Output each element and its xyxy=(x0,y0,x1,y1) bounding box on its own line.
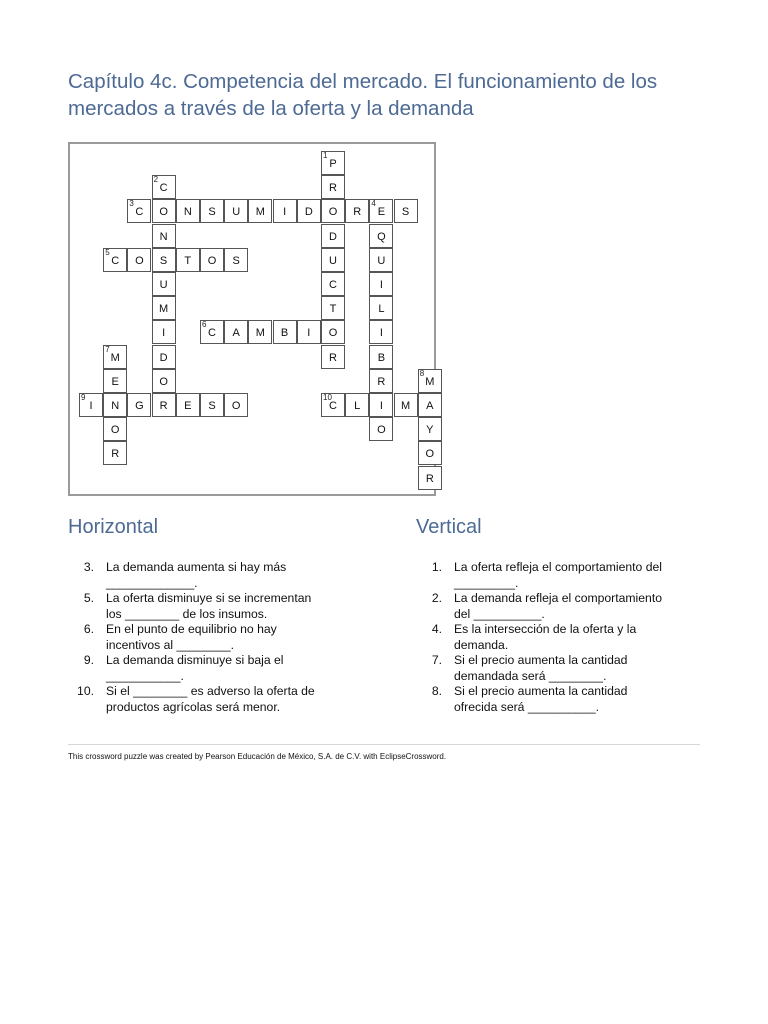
cell-letter: D xyxy=(329,230,337,243)
clue-number-label: 2. xyxy=(431,591,442,605)
cell-letter: R xyxy=(329,182,337,195)
crossword-cell[interactable] xyxy=(321,296,345,320)
cell-letter: O xyxy=(231,400,241,412)
cell-letter: I xyxy=(379,327,383,340)
clue-text-line: La demanda refleja el comportamiento xyxy=(454,591,662,605)
crossword-cell[interactable] xyxy=(200,320,224,344)
crossword-cell[interactable] xyxy=(418,369,442,393)
clue-number-label: 4. xyxy=(431,622,442,636)
crossword-cell[interactable] xyxy=(321,151,345,175)
vertical-clue xyxy=(416,622,706,653)
crossword-cell[interactable] xyxy=(152,199,176,223)
cell-letter: Y xyxy=(426,424,434,437)
clue-text-line: _________. xyxy=(454,575,519,590)
cell-letter: Q xyxy=(377,230,386,243)
crossword-cell[interactable] xyxy=(321,345,345,369)
crossword-cell[interactable] xyxy=(224,199,248,223)
crossword-cell[interactable] xyxy=(297,320,321,344)
clue-number-label: 3. xyxy=(83,560,94,574)
clue-text-line: La oferta refleja el comportamiento del xyxy=(454,560,662,574)
clue-number-label: 10. xyxy=(77,684,94,698)
cell-letter: S xyxy=(208,206,216,219)
clue-number: 6 xyxy=(202,320,207,330)
cell-letter: S xyxy=(208,400,216,412)
crossword-cell[interactable] xyxy=(152,345,176,369)
clue-text-line: En el punto de equilibrio no hay xyxy=(106,622,277,636)
cell-letter: I xyxy=(283,206,287,219)
horizontal-clue xyxy=(68,684,368,715)
cell-letter: E xyxy=(111,375,119,388)
clue-text-line: productos agrícolas será menor. xyxy=(106,699,281,714)
cell-letter: A xyxy=(232,327,240,340)
crossword-cell[interactable] xyxy=(103,393,127,417)
cell-letter: O xyxy=(328,327,338,340)
clue-number-label: 1. xyxy=(431,560,442,574)
vertical-clue xyxy=(416,684,706,715)
crossword-cell[interactable] xyxy=(369,224,393,248)
crossword-cell[interactable] xyxy=(248,199,272,223)
clue-number-label: 5. xyxy=(83,591,94,605)
clue-number: 10 xyxy=(323,393,332,402)
crossword-cell[interactable] xyxy=(103,417,127,441)
crossword-cell[interactable] xyxy=(103,369,127,393)
crossword-cell[interactable] xyxy=(418,417,442,441)
cell-letter: N xyxy=(111,400,120,412)
crossword-cell[interactable] xyxy=(79,393,103,417)
cell-letter: D xyxy=(159,351,168,364)
crossword-cell[interactable] xyxy=(394,199,418,223)
cell-letter: M xyxy=(110,351,120,364)
crossword-cell[interactable] xyxy=(418,441,442,465)
cell-letter: T xyxy=(184,254,192,267)
crossword-cell[interactable] xyxy=(321,224,345,248)
clue-text-line: los ________ de los insumos. xyxy=(106,606,268,621)
crossword-cell[interactable] xyxy=(176,248,200,272)
clue-text-line: ___________. xyxy=(106,668,184,683)
cell-letter: M xyxy=(255,206,265,219)
crossword-cell[interactable] xyxy=(321,175,345,199)
cell-letter: O xyxy=(159,206,168,219)
cell-letter: C xyxy=(208,327,216,340)
horizontal-heading: Horizontal xyxy=(68,516,159,538)
clue-text-line: del __________. xyxy=(454,606,545,621)
clue-number: 8 xyxy=(419,368,425,378)
crossword-cell[interactable] xyxy=(152,224,176,248)
crossword-cell[interactable] xyxy=(369,296,393,320)
cell-letter: C xyxy=(329,279,337,291)
clue-number: 1 xyxy=(323,151,328,160)
cell-letter: R xyxy=(353,206,362,219)
clue-number: 7 xyxy=(105,344,110,354)
clue-text-line: La oferta disminuye si se incrementan xyxy=(106,591,312,605)
clue-number: 9 xyxy=(81,393,86,402)
cell-letter: O xyxy=(110,424,120,437)
cell-letter: E xyxy=(184,400,192,412)
crossword-cell[interactable] xyxy=(152,393,176,417)
cell-letter: I xyxy=(89,400,93,412)
crossword-cell[interactable] xyxy=(321,199,345,223)
clue-text-line: incentivos al ________. xyxy=(106,637,235,652)
crossword-cell[interactable] xyxy=(176,199,200,223)
crossword-cell[interactable] xyxy=(369,345,393,369)
cell-letter: S xyxy=(232,254,240,267)
crossword-cell[interactable] xyxy=(345,199,369,223)
cell-letter: O xyxy=(159,375,168,388)
cell-letter: B xyxy=(280,327,289,340)
cell-letter: U xyxy=(159,279,168,291)
cell-letter: C xyxy=(135,206,144,219)
cell-letter: I xyxy=(379,400,383,412)
cell-letter: R xyxy=(111,448,120,461)
crossword-cell[interactable] xyxy=(369,320,393,344)
crossword-cell[interactable] xyxy=(224,248,248,272)
crossword-cell[interactable] xyxy=(321,320,345,344)
clue-number-label: 9. xyxy=(83,653,94,667)
crossword-cell[interactable] xyxy=(369,272,393,296)
clue-text-line: demandada será ________. xyxy=(454,668,607,683)
crossword-cell[interactable] xyxy=(369,369,393,393)
crossword-cell[interactable] xyxy=(127,393,151,417)
crossword-cell[interactable] xyxy=(369,417,393,441)
crossword-cell[interactable] xyxy=(127,199,151,223)
clue-text-line: La demanda disminuye si baja el xyxy=(106,653,284,667)
page-title: Capítulo 4c. Competencia del mercado. El funcionamiento de los mercados a través de la oferta y la demanda xyxy=(68,70,658,120)
cell-letter: U xyxy=(329,254,337,267)
vertical-clue xyxy=(416,591,706,622)
clue-number-label: 7. xyxy=(431,653,442,667)
cell-letter: C xyxy=(329,400,337,412)
cell-letter: I xyxy=(162,327,166,340)
crossword-cell[interactable] xyxy=(321,272,345,296)
crossword-cell[interactable] xyxy=(394,393,418,417)
cell-letter: U xyxy=(232,206,241,219)
cell-letter: L xyxy=(354,400,361,412)
cell-letter: D xyxy=(304,206,313,219)
crossword-cell[interactable] xyxy=(418,393,442,417)
cell-letter: N xyxy=(183,206,192,219)
horizontal-clue-list xyxy=(68,560,368,715)
cell-letter: I xyxy=(307,327,311,340)
crossword-cell[interactable] xyxy=(152,272,176,296)
crossword-cell[interactable] xyxy=(297,199,321,223)
cell-letter: M xyxy=(159,303,169,316)
crossword-cell[interactable] xyxy=(152,296,176,320)
crossword-cell[interactable] xyxy=(224,320,248,344)
cell-letter: O xyxy=(377,424,386,437)
footer-divider xyxy=(68,744,700,745)
crossword-cell[interactable] xyxy=(369,393,393,417)
footer-credit: This crossword puzzle was created by Pearson Educación de México, S.A. de C.V. with EclipseCrossword. xyxy=(68,752,447,761)
clue-text-line: Si el precio aumenta la cantidad xyxy=(454,684,628,698)
cell-letter: G xyxy=(135,400,144,412)
clue-text-line: _____________. xyxy=(106,575,198,590)
vertical-clue xyxy=(416,653,706,684)
clue-number-label: 8. xyxy=(431,684,442,698)
crossword-cell[interactable] xyxy=(152,369,176,393)
cell-letter: R xyxy=(425,472,434,485)
clue-text-line: demanda. xyxy=(454,637,509,652)
crossword-cell[interactable] xyxy=(273,320,297,344)
crossword-cell[interactable] xyxy=(224,393,248,417)
cell-letter: U xyxy=(377,254,386,267)
cell-letter: L xyxy=(378,303,385,316)
vertical-heading: Vertical xyxy=(416,516,482,538)
crossword-cell[interactable] xyxy=(321,393,345,417)
crossword-cell[interactable] xyxy=(103,345,127,369)
cell-letter: S xyxy=(401,206,410,219)
crossword-cell[interactable] xyxy=(103,441,127,465)
cell-letter: R xyxy=(159,400,168,412)
clue-number-label: 6. xyxy=(83,622,94,636)
cell-letter: N xyxy=(159,230,168,243)
clue-text-line: Es la intersección de la oferta y la xyxy=(454,622,637,636)
cell-letter: P xyxy=(329,158,337,170)
clue-number: 4 xyxy=(371,199,376,209)
crossword-cell[interactable] xyxy=(369,248,393,272)
crossword-cell[interactable] xyxy=(127,248,151,272)
crossword-cell[interactable] xyxy=(321,248,345,272)
clue-number: 2 xyxy=(153,175,159,185)
clue-number: 3 xyxy=(129,199,134,209)
cell-letter: O xyxy=(207,254,217,267)
cell-letter: I xyxy=(379,279,383,291)
crossword-cell[interactable] xyxy=(345,393,369,417)
cell-letter: E xyxy=(377,206,386,219)
cell-letter: O xyxy=(135,254,144,267)
clue-text-line: La demanda aumenta si hay más xyxy=(106,560,287,574)
clue-text-line: ofrecida será __________. xyxy=(454,699,600,714)
crossword-cell[interactable] xyxy=(200,248,224,272)
cell-letter: O xyxy=(328,206,338,219)
cell-letter: M xyxy=(255,327,265,340)
clue-text-line: Si el ________ es adverso la oferta de xyxy=(106,684,315,698)
crossword-cell[interactable] xyxy=(152,320,176,344)
cell-letter: B xyxy=(377,351,386,364)
crossword-cell[interactable] xyxy=(273,199,297,223)
cell-letter: M xyxy=(401,400,411,412)
crossword-cell[interactable] xyxy=(176,393,200,417)
horizontal-clue xyxy=(68,591,368,622)
cell-letter: R xyxy=(377,375,386,388)
crossword-cell[interactable] xyxy=(369,199,393,223)
horizontal-clue xyxy=(68,622,368,653)
crossword-cell[interactable] xyxy=(152,248,176,272)
crossword-cell[interactable] xyxy=(248,320,272,344)
cell-letter: O xyxy=(425,448,435,461)
cell-letter: T xyxy=(329,303,337,316)
cell-letter: A xyxy=(426,400,434,412)
crossword-cell[interactable] xyxy=(103,248,127,272)
cell-letter: R xyxy=(329,351,337,364)
clue-number: 5 xyxy=(105,247,110,257)
crossword-cell[interactable] xyxy=(152,175,176,199)
clue-text-line: Si el precio aumenta la cantidad xyxy=(454,653,628,667)
cell-letter: C xyxy=(159,182,168,195)
crossword-cell[interactable] xyxy=(200,199,224,223)
horizontal-clue xyxy=(68,560,368,591)
crossword-grid xyxy=(68,142,436,496)
crossword-cell[interactable] xyxy=(200,393,224,417)
cell-letter: C xyxy=(111,254,120,267)
cell-letter: M xyxy=(425,375,435,388)
cell-letter: S xyxy=(159,254,168,267)
horizontal-clue xyxy=(68,653,368,684)
vertical-clue xyxy=(416,560,706,591)
vertical-clue-list xyxy=(416,560,706,715)
crossword-cell[interactable] xyxy=(418,466,442,490)
